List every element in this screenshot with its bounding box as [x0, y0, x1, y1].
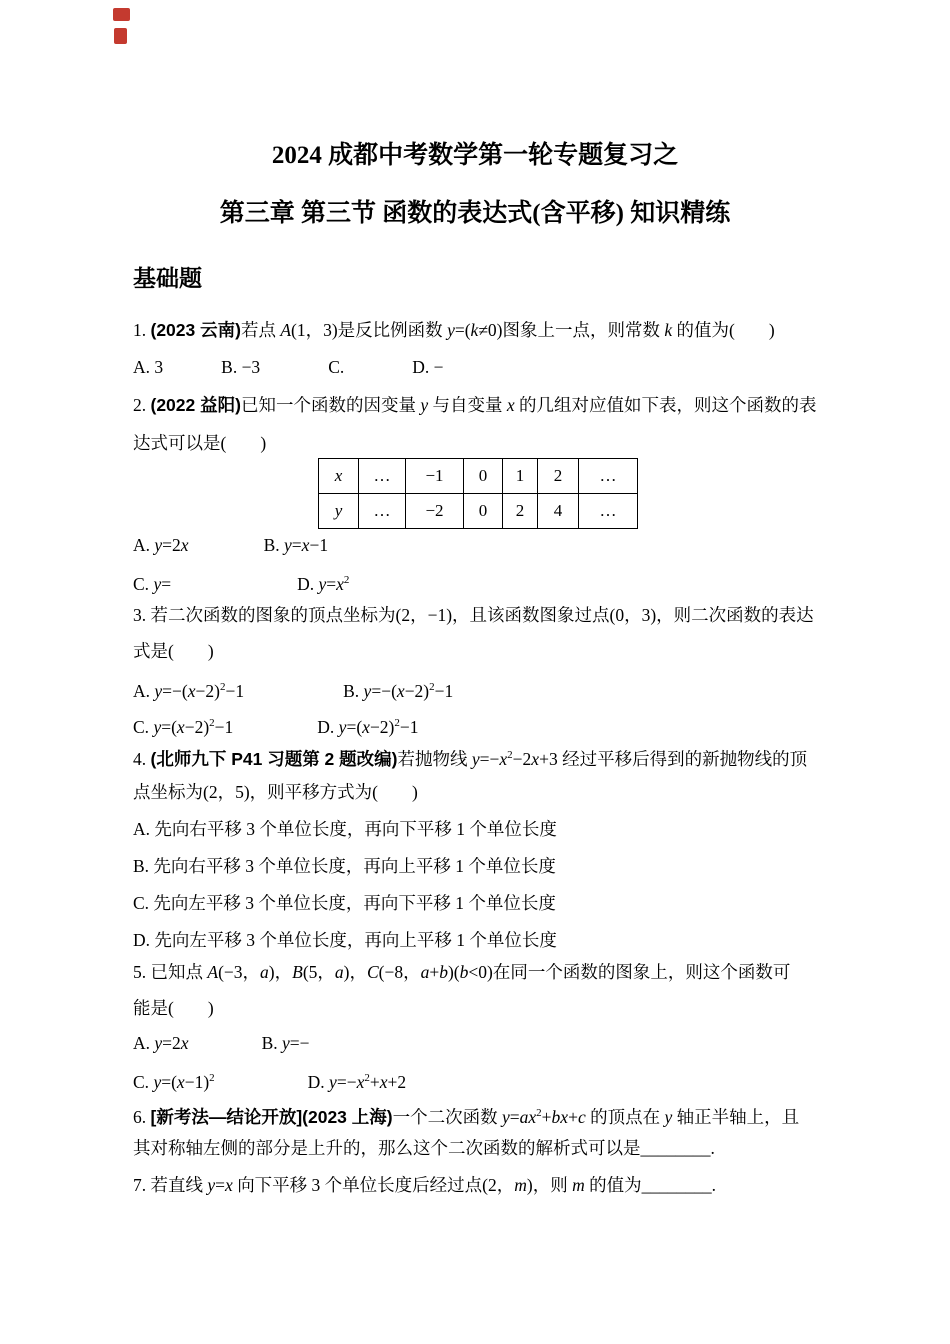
values-table	[318, 458, 638, 529]
text-segment: −1	[214, 717, 234, 737]
answer-blank-gap	[174, 656, 208, 657]
math-variable: b	[551, 1107, 561, 1127]
text-segment: A. 先向右平移 3 个单位长度，再向下平移 1 个单位长度	[133, 819, 557, 839]
math-variable: x	[506, 395, 515, 415]
math-variable: x	[396, 681, 405, 701]
text-segment: =2	[162, 535, 181, 555]
q4-option-a	[133, 810, 557, 848]
text-segment: 点坐标为(2，5)，则平移方式为(	[133, 782, 378, 802]
text-segment: )	[260, 433, 267, 453]
text-segment: −1	[399, 717, 419, 737]
math-variable: C	[366, 962, 379, 982]
math-variable: b	[439, 962, 448, 982]
math-variable: B	[292, 962, 303, 982]
text-segment: 若点	[240, 320, 281, 340]
q2-stem-2	[133, 424, 266, 462]
text-segment: C.	[133, 574, 154, 594]
text-segment: 6.	[133, 1107, 151, 1127]
math-superscript: 2	[209, 717, 215, 729]
text-segment: D. 先向左平移 3 个单位长度，再向上平移 1 个单位长度	[133, 930, 557, 950]
math-variable: x	[176, 1072, 185, 1092]
text-segment: 式是(	[133, 641, 174, 661]
text-segment: D.	[317, 717, 339, 737]
text-segment: B.	[263, 535, 285, 555]
text-segment: =−	[289, 1033, 310, 1053]
q3-options-ab	[133, 668, 453, 706]
text-segment: =−(	[162, 681, 188, 701]
math-variable: y	[153, 574, 162, 594]
math-variable: y	[284, 535, 292, 555]
math-variable: y	[447, 320, 455, 340]
text-segment: +2	[387, 1072, 407, 1092]
table-cell: 2	[538, 459, 579, 494]
math-variable: x	[528, 1107, 537, 1127]
math-variable: A	[280, 320, 292, 340]
text-segment: 的几组对应值如下表，则这个函数的表	[514, 395, 817, 415]
text-segment: B.	[343, 681, 364, 701]
text-segment: 一个二次函数	[392, 1107, 502, 1127]
text-segment: )，	[343, 962, 367, 982]
q5-stem-2	[133, 989, 214, 1027]
answer-blank-gap	[244, 696, 343, 697]
table-cell: y	[319, 494, 359, 529]
question-source-tag: (北师九下 P41 习题第 2 题改编)	[150, 749, 398, 769]
text-segment: =(	[346, 717, 363, 737]
text-segment: +	[369, 1072, 380, 1092]
text-segment: 若抛物线	[397, 749, 472, 769]
text-segment: =2	[162, 1033, 181, 1053]
text-segment: B.	[261, 1033, 283, 1053]
text-segment: 能是(	[133, 998, 174, 1018]
q3-stem-2	[133, 632, 214, 670]
page-title-line2: 第三章 第三节 函数的表达式(含平移) 知识精练	[219, 200, 731, 227]
text-segment: =−	[479, 749, 500, 769]
text-segment: +	[568, 1107, 578, 1127]
math-variable: x	[180, 535, 189, 555]
text-segment: =(	[161, 717, 177, 737]
text-segment: 其对称轴左侧的部分是上升的，那么这个二次函数的解析式可以是________.	[133, 1138, 715, 1158]
text-segment: B. 先向右平移 3 个单位长度，再向上平移 1 个单位长度	[133, 856, 556, 876]
math-variable: y	[154, 681, 163, 701]
text-segment: )	[207, 998, 214, 1018]
math-superscript: 2	[394, 717, 400, 729]
math-variable: k	[664, 320, 673, 340]
text-segment: 的顶点在	[585, 1107, 665, 1127]
text-segment: +	[429, 962, 440, 982]
table-row	[319, 494, 638, 529]
math-variable: a	[519, 1107, 529, 1127]
text-segment: −1	[434, 681, 454, 701]
table-cell: 2	[503, 494, 538, 529]
text-segment: (1，3)是反比例函数	[291, 320, 448, 340]
math-variable: x	[531, 749, 540, 769]
text-segment: 轴正半轴上，且	[672, 1107, 800, 1127]
text-segment: C. 先向左平移 3 个单位长度，再向下平移 1 个单位长度	[133, 893, 556, 913]
table-cell: …	[359, 494, 406, 529]
q2-options-cd	[133, 561, 349, 599]
annotation-marks	[112, 7, 138, 49]
question-source-tag: (2022 益阳)	[150, 395, 241, 415]
q2-options-ab	[133, 526, 328, 564]
math-variable: y	[153, 717, 162, 737]
text-segment: )	[768, 320, 775, 340]
math-variable: x	[225, 1175, 233, 1195]
text-segment: 4.	[133, 749, 151, 769]
text-segment: 3. 若二次函数的图象的顶点坐标为(2，−1)，且该函数图象过点(0，3)，则二次函数的表达	[133, 605, 814, 625]
annotation-mark-icon	[114, 28, 127, 44]
q5-stem-1	[133, 953, 790, 991]
text-segment: =	[291, 535, 302, 555]
text-segment: )，则	[526, 1175, 573, 1195]
text-segment: −2	[512, 749, 532, 769]
table-cell: x	[319, 459, 359, 494]
text-segment: A.	[133, 1033, 155, 1053]
q4-stem-1	[133, 736, 807, 774]
answer-blank-gap	[344, 372, 412, 373]
math-variable: a	[334, 962, 344, 982]
text-segment: 1.	[133, 320, 151, 340]
answer-blank-gap	[260, 372, 328, 373]
answer-blank-gap	[233, 732, 317, 733]
math-variable: x	[301, 535, 310, 555]
math-variable: x	[336, 574, 344, 594]
math-variable: y	[153, 1072, 162, 1092]
text-segment: −2)	[369, 717, 395, 737]
math-variable: y	[501, 1107, 510, 1127]
text-segment: (5，	[302, 962, 335, 982]
math-variable: y	[664, 1107, 673, 1127]
text-segment: =	[215, 1175, 226, 1195]
math-variable: y	[282, 1033, 290, 1053]
text-segment: C.	[328, 357, 345, 377]
q4-option-b	[133, 847, 556, 885]
text-segment: A.	[133, 681, 155, 701]
math-variable: y	[329, 1072, 337, 1092]
math-variable: y	[363, 681, 372, 701]
math-variable: x	[356, 1072, 365, 1092]
table-cell: …	[579, 494, 638, 529]
answer-blank-gap	[189, 1048, 262, 1049]
text-segment: 2.	[133, 395, 151, 415]
text-segment: −1)	[184, 1072, 210, 1092]
table-cell: 4	[538, 494, 579, 529]
text-segment: D. −	[412, 357, 444, 377]
text-segment: +	[541, 1107, 552, 1127]
text-segment: −2)	[195, 681, 220, 701]
math-variable: a	[420, 962, 430, 982]
table-row	[319, 459, 638, 494]
annotation-mark-icon	[113, 8, 130, 21]
text-segment: 7. 若直线	[133, 1175, 208, 1195]
math-variable: c	[577, 1107, 586, 1127]
answer-blank-gap	[378, 797, 412, 798]
answer-blank-gap	[174, 1013, 208, 1014]
q6-stem-2	[133, 1129, 715, 1167]
text-segment: ≠0)图象上一点，则常数	[478, 320, 665, 340]
text-segment: −1	[225, 681, 245, 701]
math-variable: y	[154, 1033, 163, 1053]
text-segment: D.	[297, 574, 319, 594]
math-superscript: 2	[343, 574, 350, 586]
answer-blank-gap	[215, 1087, 308, 1088]
math-variable: b	[459, 962, 469, 982]
math-variable: y	[420, 395, 429, 415]
math-variable: x	[499, 749, 508, 769]
q4-option-c	[133, 884, 556, 922]
math-variable: A	[207, 962, 219, 982]
text-segment: =−	[336, 1072, 357, 1092]
question-source-tag: (2023 云南)	[150, 320, 241, 340]
text-segment: (−8，	[378, 962, 421, 982]
q1-stem	[133, 311, 775, 349]
text-segment: 的值为(	[672, 320, 735, 340]
q5-options-cd	[133, 1059, 406, 1097]
text-segment: 的值为________.	[584, 1175, 716, 1195]
math-variable: m	[514, 1175, 527, 1195]
text-segment: C.	[133, 1072, 154, 1092]
text-segment: <0)在同一个函数的图象上，则这个函数可	[468, 962, 791, 982]
text-segment: 已知一个函数的因变量	[240, 395, 421, 415]
answer-blank-gap	[189, 550, 264, 551]
text-segment: )，	[268, 962, 293, 982]
section-heading: 基础题	[133, 265, 202, 291]
math-variable: k	[470, 320, 479, 340]
text-segment: −2)	[404, 681, 430, 701]
math-variable: y	[338, 717, 347, 737]
table-cell: 0	[464, 459, 503, 494]
text-segment: 向下平移 3 个单位长度后经过点(2，	[232, 1175, 515, 1195]
text-segment: (−3，	[218, 962, 261, 982]
math-superscript: 2	[209, 1072, 215, 1084]
math-superscript: 2	[429, 681, 435, 693]
table-cell: −2	[406, 494, 464, 529]
math-superscript: 2	[364, 1072, 370, 1084]
q5-options-ab	[133, 1024, 310, 1062]
text-segment: )	[207, 641, 214, 661]
text-segment: D.	[307, 1072, 330, 1092]
math-variable: y	[207, 1175, 216, 1195]
math-variable: y	[318, 574, 327, 594]
math-variable: y	[154, 535, 163, 555]
math-variable: m	[572, 1175, 585, 1195]
q6-stem-1	[133, 1094, 799, 1132]
text-segment: 与自变量	[428, 395, 507, 415]
table-cell: …	[579, 459, 638, 494]
answer-blank-gap	[171, 589, 297, 590]
text-segment: =	[161, 574, 172, 594]
text-segment: =	[326, 574, 337, 594]
text-segment: +3 经过平移后得到的新抛物线的顶	[539, 749, 808, 769]
table-cell: 1	[503, 459, 538, 494]
answer-blank-gap	[163, 372, 221, 373]
q4-stem-2	[133, 773, 418, 811]
math-superscript: 2	[507, 749, 513, 761]
math-superscript: 2	[219, 681, 226, 693]
text-segment: 5. 已知点	[133, 962, 208, 982]
math-superscript: 2	[536, 1107, 542, 1119]
page-title-line1: 2024 成都中考数学第一轮专题复习之	[271, 142, 679, 169]
q2-stem-1	[133, 386, 817, 424]
math-variable: x	[180, 1033, 189, 1053]
math-variable: x	[362, 717, 370, 737]
math-variable: x	[560, 1107, 569, 1127]
math-variable: x	[187, 681, 196, 701]
question-source-tag: [新考法—结论开放](2023 上海)	[150, 1107, 393, 1127]
math-variable: y	[471, 749, 480, 769]
text-segment: B. −3	[221, 357, 261, 377]
text-segment: =−(	[371, 681, 397, 701]
text-segment: C.	[133, 717, 154, 737]
math-variable: a	[260, 962, 269, 982]
text-segment: −2)	[184, 717, 210, 737]
table-cell: 0	[464, 494, 503, 529]
text-segment: )	[411, 782, 418, 802]
text-segment: −1	[309, 535, 329, 555]
answer-blank-gap	[735, 335, 769, 336]
q3-stem-1	[133, 596, 814, 634]
table-cell: −1	[406, 459, 464, 494]
answer-blank-gap	[226, 448, 260, 449]
math-variable: x	[176, 717, 185, 737]
text-segment: 达式可以是(	[133, 433, 227, 453]
text-segment: )(	[447, 962, 460, 982]
q1-options	[133, 348, 444, 386]
math-variable: x	[379, 1072, 388, 1092]
text-segment: A.	[133, 535, 155, 555]
table-cell: …	[359, 459, 406, 494]
text-segment: =	[509, 1107, 520, 1127]
text-segment: A. 3	[133, 357, 164, 377]
text-segment: =(	[161, 1072, 177, 1092]
text-segment: =(	[454, 320, 471, 340]
q7-stem	[133, 1166, 716, 1204]
